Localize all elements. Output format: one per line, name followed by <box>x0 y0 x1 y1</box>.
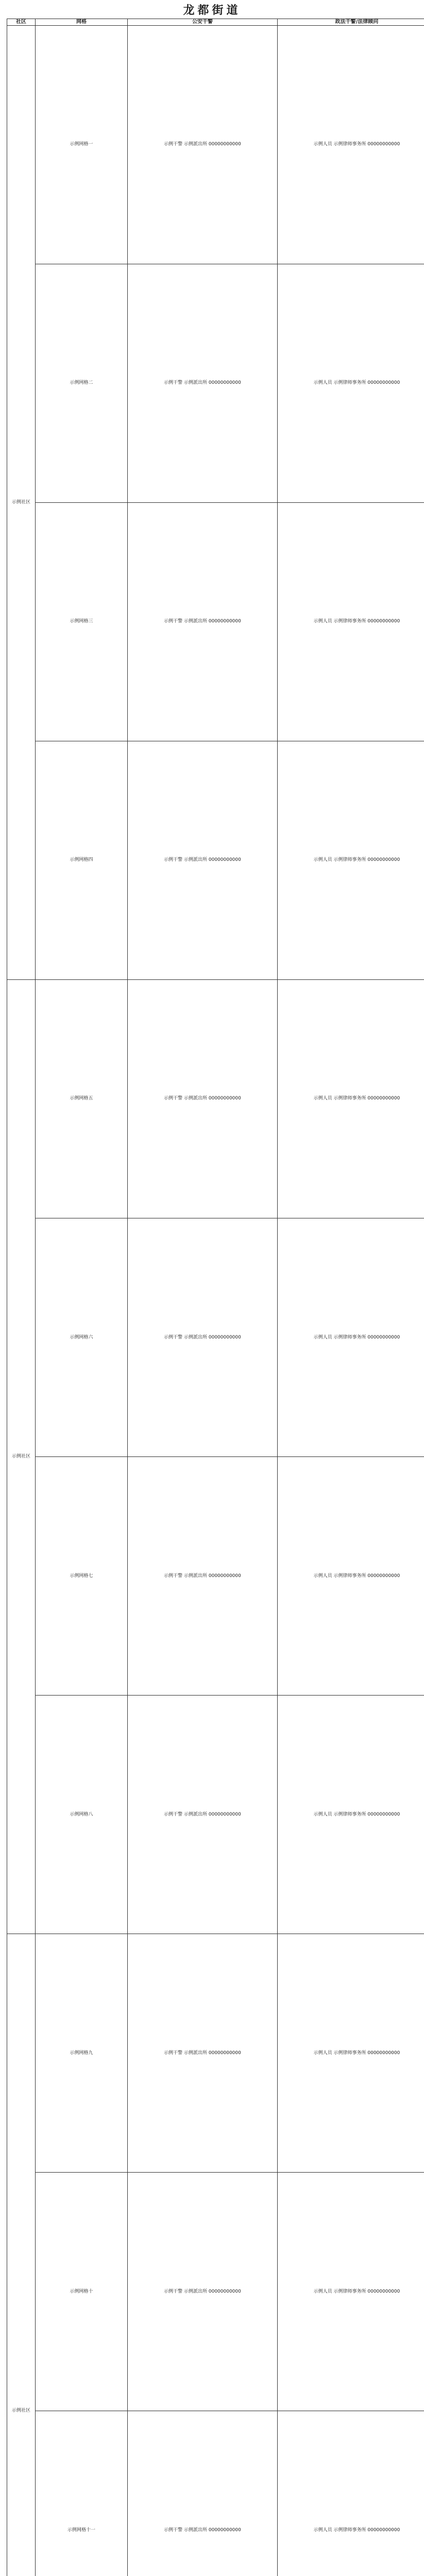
table-row <box>7 2172 424 2411</box>
police-cell: 示例干警 示例派出所 00000000000 <box>128 2172 278 2411</box>
grid-cell: 示例网格十 <box>36 2172 128 2411</box>
lawyer-cell: 示例人员 示例律师事务所 00000000000 <box>278 1934 424 2172</box>
table-row <box>7 1456 424 1695</box>
police-cell: 示例干警 示例派出所 00000000000 <box>128 264 278 502</box>
table-header-row <box>7 19 424 26</box>
grid-cell: 示例网格七 <box>36 1456 128 1695</box>
lawyer-cell: 示例人员 示例律师事务所 00000000000 <box>278 979 424 1218</box>
police-cell: 示例干警 示例派出所 00000000000 <box>128 25 278 264</box>
lawyer-cell: 示例人员 示例律师事务所 00000000000 <box>278 502 424 741</box>
table-body <box>7 25 424 2576</box>
lawyer-cell: 示例人员 示例律师事务所 00000000000 <box>278 2411 424 2576</box>
police-cell: 示例干警 示例派出所 00000000000 <box>128 502 278 741</box>
community-cell: 示例社区 <box>7 1934 36 2576</box>
table-row <box>7 741 424 979</box>
police-cell: 示例干警 示例派出所 00000000000 <box>128 1218 278 1456</box>
lawyer-cell: 示例人员 示例律师事务所 00000000000 <box>278 2172 424 2411</box>
lawyer-cell: 示例人员 示例律师事务所 00000000000 <box>278 741 424 979</box>
police-cell: 示例干警 示例派出所 00000000000 <box>128 1456 278 1695</box>
header-grid: 网格 <box>36 19 128 26</box>
lawyer-cell: 示例人员 示例律师事务所 00000000000 <box>278 1695 424 1934</box>
lawyer-cell: 示例人员 示例律师事务所 00000000000 <box>278 1456 424 1695</box>
police-cell: 示例干警 示例派出所 00000000000 <box>128 1695 278 1934</box>
lawyer-cell: 示例人员 示例律师事务所 00000000000 <box>278 25 424 264</box>
grid-cell: 示例网格一 <box>36 25 128 264</box>
grid-cell: 示例网格五 <box>36 979 128 1218</box>
table-row <box>7 264 424 502</box>
police-cell: 示例干警 示例派出所 00000000000 <box>128 1934 278 2172</box>
page-title: 龙都街道 <box>183 4 241 17</box>
police-cell: 示例干警 示例派出所 00000000000 <box>128 979 278 1218</box>
table-row <box>7 979 424 1218</box>
grid-cell: 示例网格四 <box>36 741 128 979</box>
lawyer-cell: 示例人员 示例律师事务所 00000000000 <box>278 1218 424 1456</box>
grid-cell: 示例网格十一 <box>36 2411 128 2576</box>
grid-cell: 示例网格二 <box>36 264 128 502</box>
table-row <box>7 2411 424 2576</box>
table-row <box>7 502 424 741</box>
header-community: 社区 <box>7 19 36 26</box>
grid-cell: 示例网格九 <box>36 1934 128 2172</box>
table-row <box>7 1695 424 1934</box>
community-cell: 示例社区 <box>7 25 36 979</box>
table-row <box>7 25 424 264</box>
grid-cell: 示例网格三 <box>36 502 128 741</box>
lawyer-cell: 示例人员 示例律师事务所 00000000000 <box>278 264 424 502</box>
police-cell: 示例干警 示例派出所 00000000000 <box>128 741 278 979</box>
header-police: 公安干警 <box>128 19 278 26</box>
grid-assignment-table <box>7 19 424 2576</box>
community-cell: 示例社区 <box>7 979 36 1934</box>
table-row <box>7 1218 424 1456</box>
grid-cell: 示例网格六 <box>36 1218 128 1456</box>
table-row <box>7 1934 424 2172</box>
police-cell: 示例干警 示例派出所 00000000000 <box>128 2411 278 2576</box>
header-lawyer: 政法干警/法律顾问 <box>278 19 424 26</box>
grid-cell: 示例网格八 <box>36 1695 128 1934</box>
